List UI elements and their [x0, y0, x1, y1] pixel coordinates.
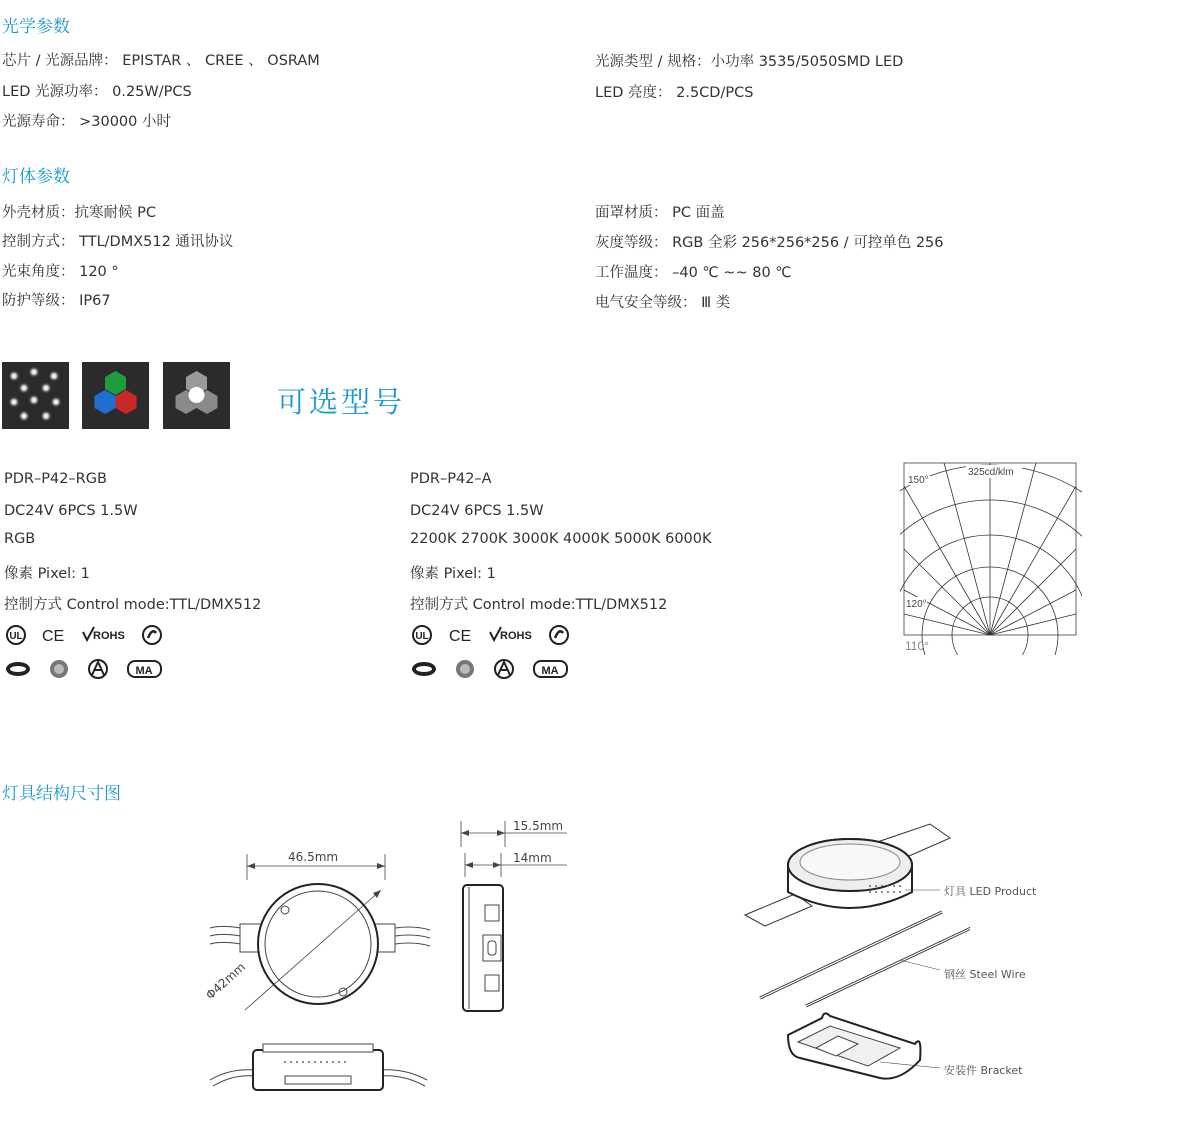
part-led-label: 灯具 LED Product	[944, 885, 1037, 898]
ce-cert-icon	[449, 624, 479, 650]
spec-control: 控制方式： TTL/DMX512 通讯协议	[2, 234, 234, 250]
front-view-drawing	[205, 840, 435, 1040]
model-a-color: RGB	[4, 531, 36, 547]
svg-text:CE: CE	[449, 628, 472, 645]
svg-text:ROHS: ROHS	[500, 630, 532, 642]
part-bracket-label: 安装件 Bracket	[944, 1064, 1023, 1077]
spec-chip-brand: 芯片 / 光源品牌： EPISTAR 、 CREE 、 OSRAM	[2, 53, 320, 69]
spec-brightness: LED 亮度： 2.5CD/PCS	[595, 85, 754, 101]
cnas-cert-icon	[411, 658, 439, 684]
structure-section-title: 灯具结构尺寸图	[2, 784, 121, 804]
model-b-pixel: 像素 Pixel: 1	[410, 566, 496, 582]
svg-text:MA: MA	[541, 665, 559, 677]
part-wire-label: 钢丝 Steel Wire	[944, 968, 1026, 981]
dim-body-height-label: 14mm	[513, 851, 552, 865]
bottom-view-drawing	[205, 1040, 435, 1100]
rohs-cert-icon	[489, 624, 537, 650]
rgb-tile	[82, 362, 149, 429]
model-b-cct: 2200K 2700K 3000K 4000K 5000K 6000K	[410, 531, 712, 547]
model-b-name: PDR–P42–A	[410, 471, 492, 487]
polar-label-150: 150°	[908, 475, 929, 486]
spec-safety: 电气安全等级： Ⅲ 类	[595, 295, 731, 311]
mono-tile	[163, 362, 230, 429]
optical-section-title: 光学参数	[2, 17, 70, 37]
svg-text:ROHS: ROHS	[93, 630, 125, 642]
polar-label-120: 120°	[906, 599, 927, 610]
ma-cert-icon	[533, 658, 569, 684]
spec-grayscale: 灰度等级： RGB 全彩 256*256*256 / 可控单色 256	[595, 235, 944, 251]
polar-label-110: 110°	[905, 639, 929, 653]
spec-lifetime: 光源寿命： >30000 小时	[2, 114, 171, 130]
body-section-title: 灯体参数	[2, 167, 70, 187]
model-b-power: DC24V 6PCS 1.5W	[410, 503, 544, 519]
model-a-pixel: 像素 Pixel: 1	[4, 566, 90, 582]
exploded-view-drawing	[740, 820, 970, 1095]
svg-text:MA: MA	[135, 665, 153, 677]
ilac-cert-icon	[48, 658, 72, 684]
polar-peak-label: 325cd/klm	[968, 467, 1014, 478]
svg-text:CE: CE	[42, 628, 65, 645]
ul-cert-icon	[5, 624, 29, 650]
dim-height-label: 15.5mm	[513, 819, 564, 833]
side-view-drawing	[455, 815, 575, 1025]
cnas-cert-icon	[5, 658, 33, 684]
models-section-title: 可选型号	[277, 385, 406, 419]
spec-cover: 面罩材质： PC 面盖	[595, 205, 725, 221]
rohs-cert-icon	[82, 624, 130, 650]
ma-cert-icon	[127, 658, 163, 684]
svg-text:UL: UL	[415, 631, 429, 642]
model-b-control: 控制方式 Control mode:TTL/DMX512	[410, 597, 668, 613]
model-a-name: PDR–P42–RGB	[4, 471, 107, 487]
spec-led-power: LED 光源功率： 0.25W/PCS	[2, 84, 192, 100]
model-a-power: DC24V 6PCS 1.5W	[4, 503, 138, 519]
polar-diagram	[900, 460, 1082, 655]
cal-cert-icon	[492, 658, 518, 684]
dim-diameter-label: Φ42mm	[203, 959, 249, 1003]
recycle-cert-icon	[141, 624, 165, 650]
cal-cert-icon	[86, 658, 112, 684]
model-a-control: 控制方式 Control mode:TTL/DMX512	[4, 597, 262, 613]
rgb-hexagon-icon	[82, 362, 149, 429]
ul-cert-icon	[411, 624, 435, 650]
spec-beam-angle: 光束角度： 120 °	[2, 264, 119, 280]
white-dots-icon	[2, 362, 69, 429]
spec-ip-rating: 防护等级： IP67	[2, 293, 111, 309]
dim-width-label: 46.5mm	[288, 850, 339, 864]
ce-cert-icon	[42, 624, 72, 650]
svg-text:UL: UL	[9, 631, 23, 642]
spec-housing: 外壳材质：抗寒耐候 PC	[2, 205, 156, 221]
mono-hexagon-icon	[163, 362, 230, 429]
spec-source-type: 光源类型 / 规格：小功率 3535/5050SMD LED	[595, 54, 904, 70]
white-dots-tile	[2, 362, 69, 429]
ilac-cert-icon	[454, 658, 478, 684]
recycle-cert-icon	[548, 624, 572, 650]
spec-temperature: 工作温度： –40 ℃ ~~ 80 ℃	[595, 265, 792, 281]
